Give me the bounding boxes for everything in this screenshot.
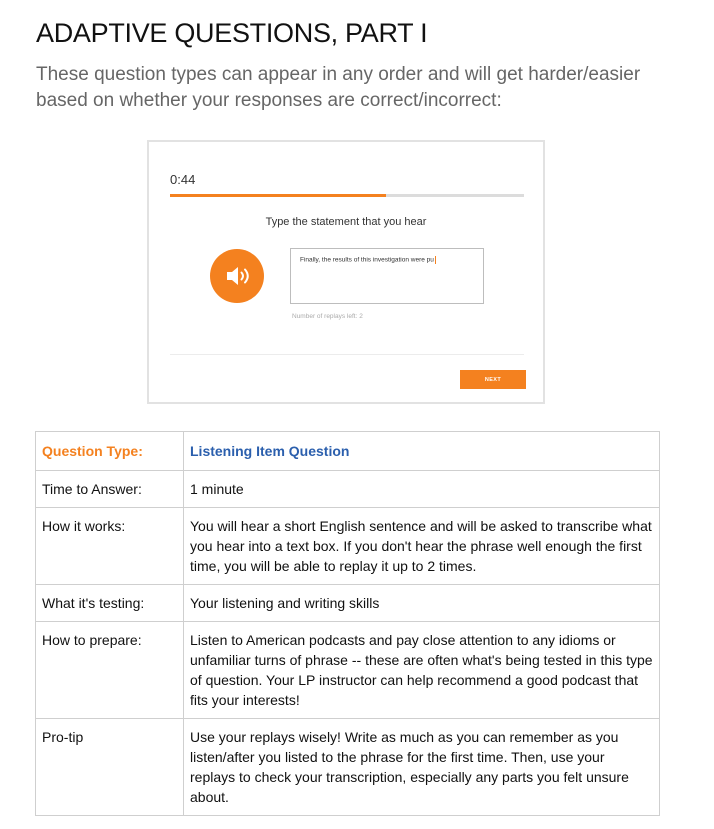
table-row — [36, 471, 660, 508]
row-label: How it works: — [36, 508, 184, 585]
intro-text: These question types can appear in any order and will get harder/easier based on whether your responses are correct/incorrect: — [36, 64, 641, 111]
page-title: ADAPTIVE QUESTIONS, PART I — [36, 18, 428, 48]
row-label: What it's testing: — [36, 585, 184, 622]
timer: 0:44 — [170, 172, 196, 187]
question-screenshot — [147, 140, 545, 404]
speaker-icon — [210, 249, 264, 303]
row-value: Use your replays wisely! Write as much as you can remember as you listen/after you listed to the phrase for the first time. Then, use your replays to check your transcription, especially any parts you felt unsure about. — [184, 719, 660, 816]
answer-text: Finally, the results of this investigation were pu — [300, 256, 434, 264]
text-caret — [435, 256, 436, 264]
table-row — [36, 508, 660, 585]
progress-bar — [170, 194, 524, 197]
table-row — [36, 432, 660, 471]
row-label: How to prepare: — [36, 622, 184, 719]
row-value: Your listening and writing skills — [184, 585, 660, 622]
row-label: Time to Answer: — [36, 471, 184, 508]
question-type-label: Question Type: — [36, 432, 184, 471]
row-value: You will hear a short English sentence and will be asked to transcribe what you hear into a text box. If you don't hear the phrase well enough the first time, you will be able to replay it up to 2 times. — [184, 508, 660, 585]
replays-left: Number of replays left: 2 — [292, 313, 363, 320]
question-prompt — [149, 216, 543, 228]
table-row — [36, 585, 660, 622]
row-value: Listen to American podcasts and pay close attention to any idioms or unfamiliar turns of phrase -- these are often what's being tested in this type of question. Your LP instructor can help recommend a good podcast that fits your interests! — [184, 622, 660, 719]
question-type-value: Listening Item Question — [184, 432, 660, 471]
row-label: Pro-tip — [36, 719, 184, 816]
play-audio-button[interactable] — [210, 249, 264, 303]
question-info-table — [35, 431, 660, 816]
table-row — [36, 719, 660, 816]
answer-textbox[interactable] — [290, 248, 484, 304]
next-button[interactable]: NEXT — [460, 370, 526, 389]
progress-fill — [170, 194, 386, 197]
divider — [170, 354, 524, 355]
table-row — [36, 622, 660, 719]
row-value: 1 minute — [184, 471, 660, 508]
question-prompt-text: Type the statement that you hear — [265, 216, 427, 228]
